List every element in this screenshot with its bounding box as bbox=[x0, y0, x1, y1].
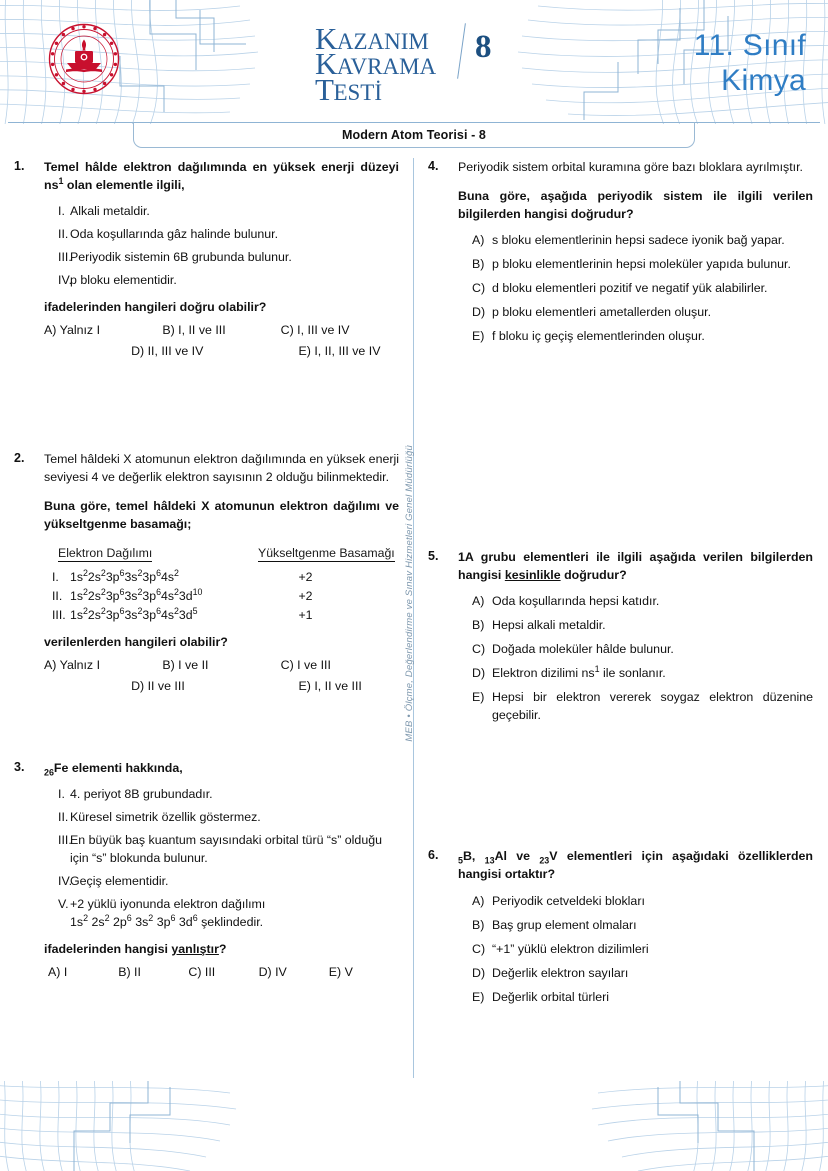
grade-line: 11. Sınıf bbox=[693, 29, 806, 62]
option-text: f bloku iç geçiş elementlerinden oluşur. bbox=[492, 329, 705, 344]
option-text-sup: 1 bbox=[594, 664, 600, 675]
decorative-pattern-bottom-left bbox=[0, 1081, 260, 1171]
question-2-number: 2. bbox=[14, 451, 25, 466]
question-2-stem: Temel hâldeki X atomunun elektron dağılımında en yüksek enerji seviyesi 4 ve değerlik elektron sayısının 2 olduğu bilinmektedir. bbox=[44, 452, 399, 485]
logo-divider-stroke bbox=[457, 23, 466, 79]
right-column bbox=[428, 158, 813, 1013]
roman-item bbox=[44, 203, 399, 221]
option-letter: B) bbox=[472, 917, 485, 932]
option-text: Değerlik orbital türleri bbox=[492, 989, 610, 1004]
logo-dropcap-1: K bbox=[315, 21, 337, 56]
roman-text: Alkali metaldir. bbox=[70, 204, 150, 219]
option-letter: E) bbox=[472, 690, 485, 705]
option-e[interactable] bbox=[472, 989, 813, 1007]
option-letter: B) bbox=[472, 618, 485, 633]
question-3-number: 3. bbox=[14, 759, 25, 774]
roman-numeral: III. bbox=[58, 250, 72, 265]
roman-text: p bloku elementidir. bbox=[70, 273, 177, 288]
row-numeral: I. bbox=[52, 569, 59, 584]
option-c[interactable]: C) III bbox=[188, 964, 216, 979]
option-e[interactable]: E) I, II, III ve IV bbox=[298, 344, 381, 359]
option-e[interactable]: E) V bbox=[328, 964, 353, 979]
table-row bbox=[44, 568, 399, 587]
question-4-number: 4. bbox=[428, 159, 439, 173]
option-e[interactable] bbox=[472, 328, 813, 346]
option-letter: A) bbox=[472, 893, 485, 908]
question-3 bbox=[14, 759, 399, 979]
option-text bbox=[492, 665, 813, 683]
question-2-options bbox=[44, 658, 399, 693]
option-a[interactable]: A) Yalnız I bbox=[44, 323, 101, 338]
left-column bbox=[14, 158, 399, 979]
question-1-prompt: ifadelerinden hangileri doğru olabilir? bbox=[44, 300, 267, 315]
prompt-post: ? bbox=[218, 941, 227, 956]
prompt-emphasis: kesinlikle bbox=[504, 568, 561, 583]
logo-word-2: AVRAMA bbox=[336, 54, 437, 79]
option-letter: D) bbox=[472, 666, 486, 681]
question-3-prompt bbox=[44, 942, 399, 956]
grade-subject-title bbox=[694, 28, 806, 99]
topic-banner-label: Modern Atom Teorisi - 8 bbox=[342, 127, 486, 142]
question-3-roman-list bbox=[44, 786, 399, 932]
option-text: Değerlik elektron sayıları bbox=[492, 965, 629, 980]
table-row bbox=[44, 606, 399, 625]
option-c[interactable]: C) I ve III bbox=[280, 657, 331, 672]
option-letter: E) bbox=[472, 329, 485, 344]
option-d[interactable]: D) II, III ve IV bbox=[131, 344, 204, 359]
roman-numeral: III. bbox=[58, 832, 72, 847]
option-c[interactable]: C) I, III ve IV bbox=[280, 323, 350, 338]
option-text-symbol: ns bbox=[581, 666, 595, 681]
row-oxidation: +1 bbox=[298, 607, 313, 622]
roman-text: 4. periyot 8B grubundadır. bbox=[70, 786, 213, 801]
question-1-number: 1. bbox=[14, 159, 25, 173]
option-b[interactable]: B) II bbox=[118, 964, 141, 979]
logo-dropcap-2: K bbox=[315, 46, 337, 81]
table-row bbox=[44, 587, 399, 606]
option-text: “+1” yüklü elektron dizilimleri bbox=[492, 941, 649, 956]
option-c[interactable] bbox=[472, 941, 813, 959]
roman-text: Geçiş elementidir. bbox=[70, 873, 169, 888]
meb-seal-logo bbox=[47, 22, 121, 96]
option-b[interactable] bbox=[472, 256, 813, 274]
row-numeral: II. bbox=[52, 588, 63, 603]
roman-numeral: I. bbox=[58, 204, 65, 219]
question-1-stem-pre: Temel hâlde elektron dağılımında en yüksek enerji düzeyi ns bbox=[44, 160, 399, 193]
option-letter: C) bbox=[472, 941, 486, 956]
roman-numeral: V. bbox=[58, 896, 69, 911]
logo-word-1: AZANIM bbox=[336, 29, 429, 54]
kazanim-kavrama-testi-logo bbox=[315, 23, 505, 105]
option-text: Periyodik cetveldeki blokları bbox=[492, 893, 645, 908]
question-6 bbox=[428, 847, 813, 1012]
option-text: Baş grup element olmaları bbox=[492, 917, 637, 932]
option-text: p bloku elementleri ametallerden oluşur. bbox=[492, 305, 712, 320]
prompt-post: doğrudur? bbox=[560, 568, 627, 583]
option-a[interactable]: A) Yalnız I bbox=[44, 657, 101, 672]
roman-item bbox=[44, 832, 399, 868]
option-a[interactable] bbox=[472, 593, 813, 611]
topic-banner bbox=[133, 122, 695, 148]
roman-item bbox=[44, 873, 399, 891]
prompt-emphasis: yanlıştır bbox=[171, 941, 219, 956]
option-b[interactable] bbox=[472, 617, 813, 635]
element-subscript-al: 13 bbox=[484, 855, 495, 866]
option-letter: D) bbox=[472, 965, 486, 980]
option-c[interactable] bbox=[472, 641, 813, 659]
decorative-pattern-bottom-right bbox=[558, 1081, 828, 1171]
question-6-number: 6. bbox=[428, 848, 439, 863]
option-d[interactable]: D) IV bbox=[258, 964, 287, 979]
roman-item bbox=[44, 249, 399, 267]
question-3-stem-sub: 26 bbox=[44, 767, 54, 778]
question-5-prompt bbox=[458, 548, 813, 584]
logo-dropcap-3: T bbox=[315, 72, 334, 107]
roman-item bbox=[44, 272, 399, 290]
row-config: $1s^22s^23p^63s^23p^64s^23d^5$ bbox=[70, 605, 198, 622]
question-5 bbox=[428, 548, 813, 731]
question-1-stem-post: olan elementle ilgili, bbox=[63, 178, 185, 193]
topic-banner-wrap bbox=[0, 122, 828, 152]
question-6-prompt bbox=[458, 847, 813, 883]
option-letter: D) bbox=[472, 305, 486, 320]
page-header bbox=[0, 0, 828, 124]
question-2-table bbox=[44, 544, 399, 625]
question-5-options bbox=[458, 593, 813, 725]
option-text-pre: Elektron dizilimi bbox=[492, 666, 582, 681]
question-1 bbox=[14, 158, 399, 358]
element-label-v: V elementleri için aşağıdaki özelliklerden hangisi ortaktır? bbox=[458, 849, 813, 882]
roman-item bbox=[44, 786, 399, 804]
roman-item bbox=[44, 226, 399, 244]
roman-text: +2 yüklü iyonunda elektron dağılımı $1s^2$ $2s^2$ $2p^6$ $3s^2$ $3p^6$ $3d^6$ şeklindedir. bbox=[70, 896, 266, 929]
option-text: d bloku elementleri pozitif ve negatif yük alabilirler. bbox=[492, 281, 768, 296]
roman-text: Periyodik sistemin 6B grubunda bulunur. bbox=[70, 250, 292, 265]
publisher-vertical-label: MEB • Ölçme, Değerlendirme ve Sınav Hizmetleri Genel Müdürlüğü bbox=[404, 445, 415, 742]
question-4-options bbox=[458, 232, 813, 346]
option-a[interactable] bbox=[472, 232, 813, 250]
table-header-config: Elektron Dağılımı bbox=[58, 545, 153, 560]
option-b[interactable]: B) I ve II bbox=[162, 657, 209, 672]
element-label-al: Al ve bbox=[494, 849, 540, 864]
question-3-stem bbox=[44, 759, 399, 777]
roman-numeral: II. bbox=[58, 227, 69, 242]
option-d[interactable] bbox=[472, 965, 813, 983]
question-3-stem-text: Fe elementi hakkında, bbox=[53, 760, 183, 775]
option-e[interactable]: E) I, II ve III bbox=[298, 678, 362, 693]
option-d[interactable]: D) II ve III bbox=[131, 678, 185, 693]
option-text: p bloku elementlerinin hepsi moleküler yapıda bulunur. bbox=[492, 257, 791, 272]
roman-text: Küresel simetrik özellik göstermez. bbox=[70, 809, 261, 824]
roman-numeral: IV. bbox=[58, 273, 73, 288]
option-text: Doğada moleküler hâlde bulunur. bbox=[492, 642, 674, 657]
question-1-stem bbox=[44, 158, 399, 194]
question-3-options bbox=[44, 965, 399, 979]
option-letter: C) bbox=[472, 642, 486, 657]
option-letter: A) bbox=[472, 233, 485, 248]
element-subscript-b: 5 bbox=[458, 855, 463, 866]
question-6-options bbox=[458, 893, 813, 1007]
question-1-stem-sup: 1 bbox=[58, 175, 64, 186]
option-text: Hepsi bir elektron vererek soygaz elektron düzenine geçebilir. bbox=[492, 690, 813, 723]
question-1-roman-list bbox=[44, 203, 399, 290]
question-2-prompt-intro: Buna göre, temel hâldeki X atomunun elektron dağılımı ve yükseltgenme basamağı; bbox=[44, 499, 399, 532]
question-1-options bbox=[44, 323, 399, 358]
option-d[interactable] bbox=[472, 304, 813, 322]
prompt-pre: 1A grubu elementleri ile ilgili aşağıda verilen bilgilerden hangisi bbox=[458, 550, 813, 583]
option-c[interactable] bbox=[472, 280, 813, 298]
option-text: Oda koşullarında hepsi katıdır. bbox=[492, 594, 660, 609]
question-2 bbox=[14, 450, 399, 693]
option-text-post: ile sonlanır. bbox=[599, 666, 666, 681]
test-number: 8 bbox=[475, 29, 492, 65]
question-5-number: 5. bbox=[428, 549, 439, 564]
subject-line: Kimya bbox=[721, 64, 806, 98]
option-letter: E) bbox=[472, 989, 485, 1004]
option-text: Hepsi alkali metaldir. bbox=[492, 618, 606, 633]
question-4-prompt: Buna göre, aşağıda periyodik sistem ile ilgili verilen bilgilerden hangisi doğrudur? bbox=[458, 189, 813, 222]
roman-item bbox=[44, 896, 399, 932]
roman-item bbox=[44, 809, 399, 827]
option-letter: A) bbox=[472, 594, 485, 609]
element-subscript-v: 23 bbox=[539, 855, 550, 866]
roman-numeral: II. bbox=[58, 809, 69, 824]
option-a[interactable]: A) I bbox=[48, 964, 68, 979]
option-d[interactable] bbox=[472, 665, 813, 683]
row-oxidation: +2 bbox=[298, 588, 313, 603]
option-letter: C) bbox=[472, 281, 486, 296]
row-config: $1s^22s^23p^63s^23p^64s^2$ bbox=[70, 567, 179, 584]
option-text: s bloku elementlerinin hepsi sadece iyonik bağ yapar. bbox=[492, 233, 785, 248]
question-2-prompt: verilenlerden hangileri olabilir? bbox=[44, 634, 228, 649]
element-label-b: B, bbox=[462, 849, 485, 864]
option-b[interactable]: B) I, II ve III bbox=[162, 323, 226, 338]
option-a[interactable] bbox=[472, 893, 813, 911]
question-4 bbox=[428, 158, 813, 352]
table-header-row bbox=[44, 544, 399, 562]
logo-word-3: ESTİ bbox=[333, 80, 382, 105]
row-numeral: III. bbox=[52, 607, 66, 622]
option-b[interactable] bbox=[472, 917, 813, 935]
roman-text: Oda koşullarında gâz halinde bulunur. bbox=[70, 227, 279, 242]
roman-numeral: I. bbox=[58, 786, 65, 801]
option-letter: B) bbox=[472, 257, 485, 272]
roman-numeral: IV. bbox=[58, 873, 73, 888]
row-oxidation: +2 bbox=[298, 569, 313, 584]
question-4-stem: Periyodik sistem orbital kuramına göre bazı bloklara ayrılmıştır. bbox=[458, 160, 804, 174]
table-header-oxidation: Yükseltgenme Basamağı bbox=[258, 545, 395, 560]
prompt-pre: ifadelerinden hangisi bbox=[44, 941, 172, 956]
row-config: $1s^22s^23p^63s^23p^64s^23d^{10}$ bbox=[70, 586, 203, 603]
option-e[interactable] bbox=[472, 689, 813, 725]
roman-text: En büyük baş kuantum sayısındaki orbital türü “s” olduğu için “s” blokunda bulunur. bbox=[70, 832, 382, 865]
